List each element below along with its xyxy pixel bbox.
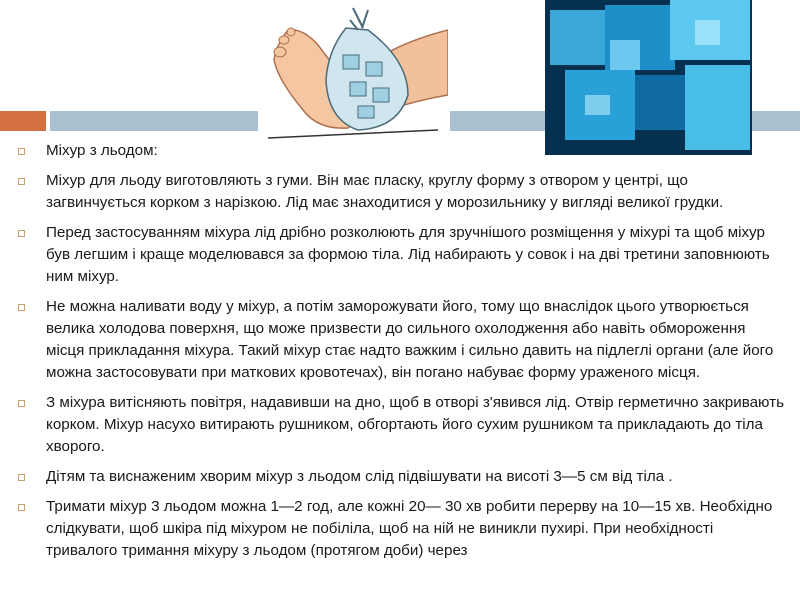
list-item	[18, 392, 788, 458]
header-band-middle	[450, 111, 545, 131]
list-item	[18, 296, 788, 384]
list-item-text: Не можна наливати воду у міхур, а потім заморожувати його, тому що внаслідок цього утворюється велика холодова поверхня, що може призвести до сильного охолодження або навіть обмороження місця прикладання міхура. Такий міхур стає надто важким і сильно давить на підлеглі органи (але його можна застосовувати при маткових кровотечах), він погано набуває форму ураженого місця.	[46, 298, 774, 381]
list-item	[18, 222, 788, 288]
bullet-icon	[18, 400, 25, 407]
list-item-text: Дітям та виснаженим хворим міхур з льодом слід підвішувати на висоті 3—5 см від тіла .	[46, 468, 673, 485]
list-item-text: Міхур для льоду виготовляють з гуми. Він має пласку, круглу форму з отвором у центрі, що загвинчується корком з нарізкою. Лід має знаходитися у морозильнику у вигляді великої грудки.	[46, 172, 724, 211]
list-item-text: Міхур з льодом:	[46, 142, 158, 159]
list-item-text: З міхура витісняють повітря, надавивши на дно, щоб в отворі з'явився лід. Отвір герметично закривають корком. Міхур насухо витирають рушником, обгортають його сухим рушником та прикладають до тіла хворого.	[46, 394, 784, 455]
accent-band	[0, 111, 46, 131]
list-item-text: Перед застосуванням міхура лід дрібно розколюють для зручнішого розміщення у міхурі та щоб міхур був легшим і краще моделювався за формою тіла. Лід набирають у совок і на дві третини заповнюють ним міхур.	[46, 224, 770, 285]
ice-cubes-image	[545, 0, 752, 155]
bullet-list	[18, 140, 788, 570]
list-item	[18, 170, 788, 214]
list-item	[18, 466, 788, 488]
bullet-icon	[18, 474, 25, 481]
bullet-icon	[18, 230, 25, 237]
list-item	[18, 496, 788, 562]
header-band-right	[752, 111, 800, 131]
bullet-icon	[18, 178, 25, 185]
list-item-text: Тримати міхур 3 льодом можна 1—2 год, але кожні 20— 30 хв робити перерву на 10—15 хв. Необхідно слідкувати, щоб шкіра під міхуром не побіліла, щоб на ній не виникли пухирі. При необхідності тривалого тримання міхуру з льодом (протягом доби) через	[46, 498, 773, 559]
bullet-icon	[18, 504, 25, 511]
header-band-left	[50, 111, 258, 131]
list-item	[18, 140, 788, 162]
ice-bag-on-foot-image	[258, 0, 448, 143]
bullet-icon	[18, 148, 25, 155]
bullet-icon	[18, 304, 25, 311]
